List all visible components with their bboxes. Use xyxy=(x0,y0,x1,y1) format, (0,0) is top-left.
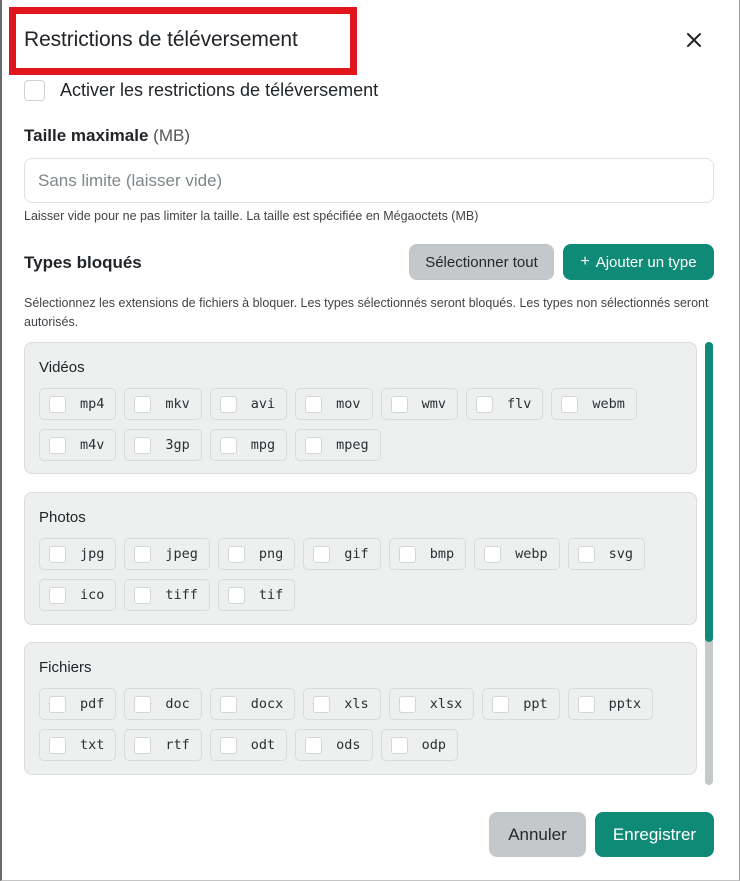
group-photos xyxy=(24,492,697,625)
type-checkbox[interactable] xyxy=(391,737,408,754)
file-types-scroll-area[interactable] xyxy=(24,342,697,784)
select-all-button[interactable]: Sélectionner tout xyxy=(409,244,554,280)
type-label: xlsx xyxy=(429,696,463,712)
type-chip-bmp[interactable] xyxy=(389,538,466,570)
group-title: Fichiers xyxy=(39,659,92,676)
type-label: webm xyxy=(592,396,625,412)
type-checkbox[interactable] xyxy=(134,437,151,454)
scrollbar-track[interactable] xyxy=(705,342,713,785)
close-icon xyxy=(686,32,702,48)
type-label: jpg xyxy=(80,546,105,562)
type-label: svg xyxy=(608,546,633,562)
type-chip-m4v[interactable] xyxy=(39,429,116,461)
max-size-unit: (MB) xyxy=(153,126,190,145)
type-checkbox[interactable] xyxy=(391,396,408,413)
type-label: rtf xyxy=(165,737,190,753)
type-chip-xlsx[interactable] xyxy=(389,688,475,720)
type-checkbox[interactable] xyxy=(134,396,151,413)
type-chip-mpeg[interactable] xyxy=(295,429,381,461)
type-chip-list xyxy=(39,688,686,761)
type-checkbox[interactable] xyxy=(561,396,578,413)
type-chip-png[interactable] xyxy=(218,538,295,570)
cancel-button[interactable]: Annuler xyxy=(489,812,586,857)
type-label: mpg xyxy=(250,437,276,453)
type-label: xls xyxy=(344,696,369,712)
type-checkbox[interactable] xyxy=(492,696,509,713)
type-chip-webp[interactable] xyxy=(474,538,560,570)
type-chip-ods[interactable] xyxy=(295,729,372,761)
type-chip-pdf[interactable] xyxy=(39,688,116,720)
type-label: m4v xyxy=(80,437,105,453)
type-chip-list xyxy=(39,388,686,461)
type-checkbox[interactable] xyxy=(49,437,66,454)
type-checkbox[interactable] xyxy=(134,587,151,604)
group-title: Vidéos xyxy=(39,359,85,376)
type-checkbox[interactable] xyxy=(399,546,416,563)
type-chip-xls[interactable] xyxy=(303,688,380,720)
type-label: odt xyxy=(250,737,276,753)
type-checkbox[interactable] xyxy=(49,546,66,563)
type-label: tif xyxy=(258,587,284,603)
type-checkbox[interactable] xyxy=(49,737,66,754)
type-chip-mp4[interactable] xyxy=(39,388,116,420)
type-checkbox[interactable] xyxy=(134,696,151,713)
type-checkbox[interactable] xyxy=(228,587,245,604)
type-chip-pptx[interactable] xyxy=(568,688,654,720)
type-checkbox[interactable] xyxy=(578,546,595,563)
type-label: ico xyxy=(80,587,105,603)
blocked-types-help-text: Sélectionnez les extensions de fichiers à bloquer. Les types sélectionnés seront bloqués. Les types non sélectionnés seront autorisés. xyxy=(24,296,709,329)
type-checkbox[interactable] xyxy=(305,396,322,413)
type-chip-ico[interactable] xyxy=(39,579,116,611)
max-size-help-text: Laisser vide pour ne pas limiter la taille. La taille est spécifiée en Mégaoctets (MB) xyxy=(24,209,479,223)
type-chip-tif[interactable] xyxy=(218,579,295,611)
type-checkbox[interactable] xyxy=(49,696,66,713)
type-checkbox[interactable] xyxy=(313,546,330,563)
type-chip-ppt[interactable] xyxy=(482,688,559,720)
type-checkbox[interactable] xyxy=(49,587,66,604)
type-label: jpeg xyxy=(165,546,198,562)
blocked-types-title: Types bloqués xyxy=(24,253,142,272)
type-label: wmv xyxy=(421,396,446,412)
type-chip-jpeg[interactable] xyxy=(124,538,210,570)
type-label: pdf xyxy=(80,696,105,712)
type-chip-avi[interactable] xyxy=(210,388,287,420)
type-label: webp xyxy=(515,546,548,562)
type-label: doc xyxy=(165,696,190,712)
type-label: mkv xyxy=(165,396,190,412)
type-label: ppt xyxy=(523,696,548,712)
enable-restrictions-label: Activer les restrictions de téléversement xyxy=(60,80,379,100)
plus-icon: + xyxy=(580,253,590,270)
type-label: flv xyxy=(506,396,532,412)
type-chip-3gp[interactable] xyxy=(124,429,201,461)
enable-restrictions-row[interactable] xyxy=(24,80,378,101)
type-chip-svg[interactable] xyxy=(568,538,645,570)
type-checkbox[interactable] xyxy=(305,437,322,454)
type-checkbox[interactable] xyxy=(399,696,416,713)
type-label: mov xyxy=(336,396,361,412)
type-checkbox[interactable] xyxy=(313,696,330,713)
type-chip-doc[interactable] xyxy=(124,688,201,720)
type-chip-mkv[interactable] xyxy=(124,388,201,420)
type-chip-mpg[interactable] xyxy=(210,429,287,461)
add-type-button[interactable] xyxy=(563,244,714,280)
type-chip-odt[interactable] xyxy=(210,729,287,761)
type-label: pptx xyxy=(608,696,642,712)
type-chip-list xyxy=(39,538,686,611)
type-chip-rtf[interactable] xyxy=(124,729,201,761)
type-label: ods xyxy=(336,737,361,753)
type-label: 3gp xyxy=(165,437,190,453)
save-button[interactable]: Enregistrer xyxy=(595,812,714,857)
type-checkbox[interactable] xyxy=(228,546,245,563)
type-checkbox[interactable] xyxy=(134,546,151,563)
type-label: mp4 xyxy=(80,396,105,412)
type-checkbox[interactable] xyxy=(305,737,322,754)
type-checkbox[interactable] xyxy=(476,396,493,413)
type-checkbox[interactable] xyxy=(220,696,237,713)
type-checkbox[interactable] xyxy=(578,696,595,713)
type-chip-tiff[interactable] xyxy=(124,579,210,611)
type-chip-txt[interactable] xyxy=(39,729,116,761)
type-checkbox[interactable] xyxy=(484,546,501,563)
type-chip-wmv[interactable] xyxy=(381,388,458,420)
type-checkbox[interactable] xyxy=(134,737,151,754)
close-button[interactable] xyxy=(678,24,710,56)
max-size-label xyxy=(24,126,190,146)
type-label: gif xyxy=(344,546,369,562)
type-chip-flv[interactable] xyxy=(466,388,543,420)
type-label: avi xyxy=(250,396,276,412)
type-checkbox[interactable] xyxy=(49,396,66,413)
type-chip-mov[interactable] xyxy=(295,388,372,420)
add-type-label: Ajouter un type xyxy=(595,253,697,271)
type-chip-jpg[interactable] xyxy=(39,538,116,570)
group-title: Photos xyxy=(39,509,86,526)
type-checkbox[interactable] xyxy=(220,396,237,413)
type-label: tiff xyxy=(165,587,198,603)
type-label: mpeg xyxy=(336,437,369,453)
type-label: bmp xyxy=(429,546,455,562)
type-checkbox[interactable] xyxy=(220,737,237,754)
type-label: odp xyxy=(421,737,446,753)
type-chip-webm[interactable] xyxy=(551,388,637,420)
type-label: docx xyxy=(250,696,284,712)
scrollbar-thumb[interactable] xyxy=(705,342,713,642)
type-chip-gif[interactable] xyxy=(303,538,380,570)
type-chip-odp[interactable] xyxy=(381,729,458,761)
group-videos xyxy=(24,342,697,474)
max-size-label-text: Taille maximale xyxy=(24,126,149,145)
type-label: png xyxy=(258,546,284,562)
group-files xyxy=(24,642,697,775)
type-checkbox[interactable] xyxy=(220,437,237,454)
type-label: txt xyxy=(80,737,105,753)
dialog-title: Restrictions de téléversement xyxy=(24,28,298,51)
max-size-input[interactable] xyxy=(24,158,714,203)
type-chip-docx[interactable] xyxy=(210,688,296,720)
enable-restrictions-checkbox[interactable] xyxy=(24,80,45,101)
